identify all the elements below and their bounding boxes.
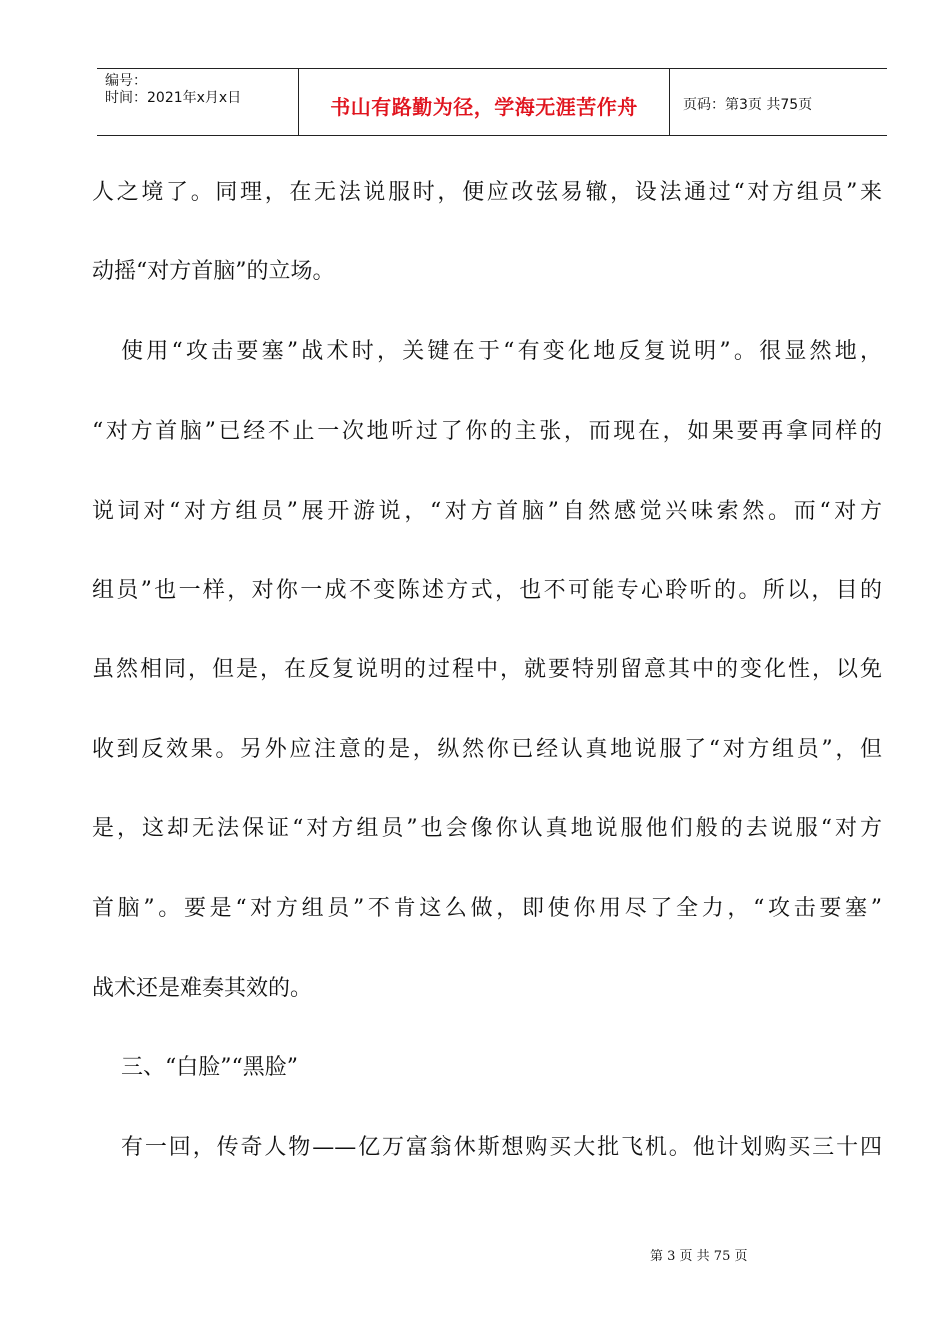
document-time-label: 时间：2021年x月x日 — [105, 90, 242, 106]
body-line: 人之境了。同理，在无法说服时，便应改弦易辙，设法通过“对方组员”来 — [92, 180, 882, 205]
header-page-info: 页码：第3页 共75页 — [683, 97, 813, 113]
body-line: 虽然相同，但是，在反复说明的过程中，就要特别留意其中的变化性，以免 — [92, 657, 882, 682]
body-line: 战术还是难奏其效的。 — [92, 976, 313, 1001]
document-code-label: 编号： — [105, 73, 147, 89]
body-line: 收到反效果。另外应注意的是，纵然你已经认真地说服了“对方组员”，但 — [92, 737, 882, 762]
header-meta — [105, 73, 241, 107]
body-line: 首脑”。要是“对方组员”不肯这么做，即使你用尽了全力，“攻击要塞” — [92, 896, 882, 921]
page-footer: 第 3 页 共 75 页 — [650, 1249, 748, 1264]
section-heading: 三、“白脸”“黑脸” — [121, 1055, 298, 1080]
body-line: “对方首脑”已经不止一次地听过了你的主张，而现在，如果要再拿同样的 — [92, 419, 882, 444]
body-line: 使用“攻击要塞”战术时，关键在于“有变化地反复说明”。很显然地， — [121, 339, 882, 364]
document-header — [97, 68, 887, 136]
body-line: 有一回，传奇人物——亿万富翁休斯想购买大批飞机。他计划购买三十四 — [121, 1135, 882, 1160]
body-line: 动摇“对方首脑”的立场。 — [92, 259, 335, 284]
body-line: 是，这却无法保证“对方组员”也会像你认真地说服他们般的去说服“对方 — [92, 816, 882, 841]
body-line: 组员”也一样，对你一成不变陈述方式，也不可能专心聆听的。所以，目的 — [92, 578, 882, 603]
header-motto: 书山有路勤为径，学海无涯苦作舟 — [330, 95, 638, 119]
header-divider — [669, 69, 670, 135]
body-line: 说词对“对方组员”展开游说，“对方首脑”自然感觉兴味索然。而“对方 — [92, 499, 882, 524]
